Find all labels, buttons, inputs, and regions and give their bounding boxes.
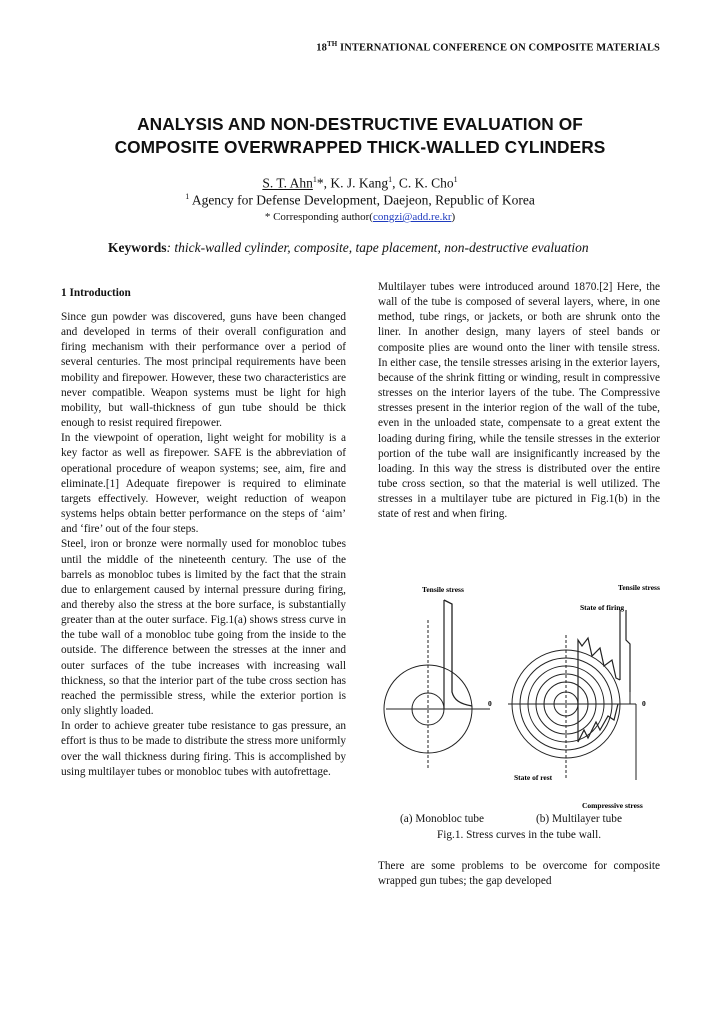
author-separator: , (392, 175, 399, 191)
tensile-stress-label-right: Tensile stress (618, 583, 660, 592)
paragraph: Steel, iron or bronze were normally used for monobloc tubes until the middle of the nineteenth century. The use of the barrels as monobloc tubes is limited by the fact that the strain due to enlargement caused by internal pressure during firing, and thereby also the stress at the bore surface, is substantially greater than at the outer surface. Fig.1(a) shows stress curve in the tube wall of a monobloc tube going from the inside to the outside. The difference between the stresses at the inner and outer surfaces of the tube increases with increasing wall thickness, so that the interior part of the tube cross section has reached the permissible stress, while the exterior portion is only slightly loaded. (61, 538, 346, 718)
author-1: S. T. Ahn (262, 175, 313, 191)
right-column (378, 280, 660, 523)
paragraph: Since gun powder was discovered, guns have been changed and developed in terms of their overall configuration and firing mechanism with their performance over a period of several centuries. The most principal requirements have been mobility and firepower. However, these two characteristics are never compatible. Weapon systems must be light for high mobility, but wall-thickness of gun tube should be thick enough to resist required firepower. (61, 311, 346, 430)
keywords-line (108, 240, 668, 256)
right-column-continued (378, 859, 660, 889)
tensile-stress-label-left: Tensile stress (422, 585, 464, 594)
header-text: INTERNATIONAL CONFERENCE ON COMPOSITE MATERIALS (337, 42, 660, 54)
keywords-text: : thick-walled cylinder, composite, tape placement, non-destructive evaluation (166, 240, 589, 255)
paragraph: There are some problems to be overcome for composite wrapped gun tubes; the gap developed (378, 860, 660, 888)
affiliation (60, 192, 660, 209)
corresponding-author (60, 211, 660, 223)
corresponding-email-link[interactable]: congzi@add.re.kr (372, 211, 452, 223)
multilayer-diagram (508, 610, 636, 780)
figure-stress-curves (378, 580, 660, 812)
header-superscript: TH (327, 40, 338, 48)
affiliation-text: Agency for Defense Development, Daejeon, Republic of Korea (189, 192, 535, 208)
title-line-1: ANALYSIS AND NON-DESTRUCTIVE EVALUATION OF (137, 114, 583, 134)
paragraph: Multilayer tubes were introduced around 1870.[2] Here, the wall of the tube is composed of several layers, where, in one method, tube rings, or jackets, or both are shrunk onto the liner. In another design, many layers of steel bands or composite plies are wound onto the liner with tensile stress. In either case, the tensile stresses arising in the exterior layers, because of the shrink fitting or winding, result in compressive stresses on the interior layers of the tube. The Compressive stresses present in the interior region of the wall of the tube, even in the unloaded state, compensate to a great extent the loading during firing, while the tensile stresses in the exterior portion of the tube wall are insignificantly increased by the loading. In this way the stress is distributed over the entire tube cross section, so that the material is well utilized. The stresses in a multilayer tube are pictured in Fig.1(b) in the state of rest and when firing. (378, 281, 660, 521)
author-1-affil: 1 (312, 175, 317, 184)
multilayer-curve-end (630, 692, 636, 704)
zero-label-left: 0 (488, 699, 492, 708)
paragraph: In the viewpoint of operation, light weight for mobility is a key factor as well as firepower. SAFE is the abbreviation of operational procedure of weapon systems; see, aim, fire and eliminate.[1] Adequate firepower is required to eliminate targets effectively. However, weight reduction of weapon systems helps obtain better performance on the steps of ‘aim’ and ‘fire’ out of the four steps. (61, 432, 346, 536)
state-of-rest-label: State of rest (514, 773, 553, 782)
subcaption-b: (b) Multilayer tube (536, 813, 622, 825)
author-3-affil: 1 (453, 175, 458, 184)
state-of-firing-label: State of firing (580, 603, 625, 612)
affiliation-number: 1 (185, 192, 190, 201)
author-1-mark: *, (316, 175, 331, 191)
section-heading-introduction: 1 Introduction (61, 287, 131, 299)
multilayer-upper-curve (620, 610, 630, 692)
corresponding-suffix: ) (451, 211, 456, 223)
paragraph: In order to achieve greater tube resistance to gas pressure, an effort is thus to be made to distribute the stress more uniformly over the wall thickness during firing. This is accomplished by using multilayer tubes or monobloc tubes with autofrettage. (61, 720, 346, 778)
monobloc-diagram (384, 600, 490, 770)
author-list (60, 175, 660, 192)
header-number: 18 (316, 42, 327, 54)
author-2-affil: 1 (388, 175, 393, 184)
left-column (61, 310, 346, 780)
keywords-label: Keywords (108, 240, 167, 255)
title-line-2: COMPOSITE OVERWRAPPED THICK-WALLED CYLINDERS (114, 137, 606, 157)
zero-label-right: 0 (642, 699, 646, 708)
corresponding-prefix: * Corresponding author( (264, 211, 373, 223)
subcaption-a: (a) Monobloc tube (400, 813, 485, 825)
paper-title (60, 113, 660, 159)
compressive-stress-label: Compressive stress (582, 801, 643, 810)
author-3: C. K. Cho (398, 175, 454, 191)
figure-caption: Fig.1. Stress curves in the tube wall. (436, 829, 602, 841)
running-header (0, 40, 660, 54)
author-2: K. J. Kang (330, 175, 389, 191)
